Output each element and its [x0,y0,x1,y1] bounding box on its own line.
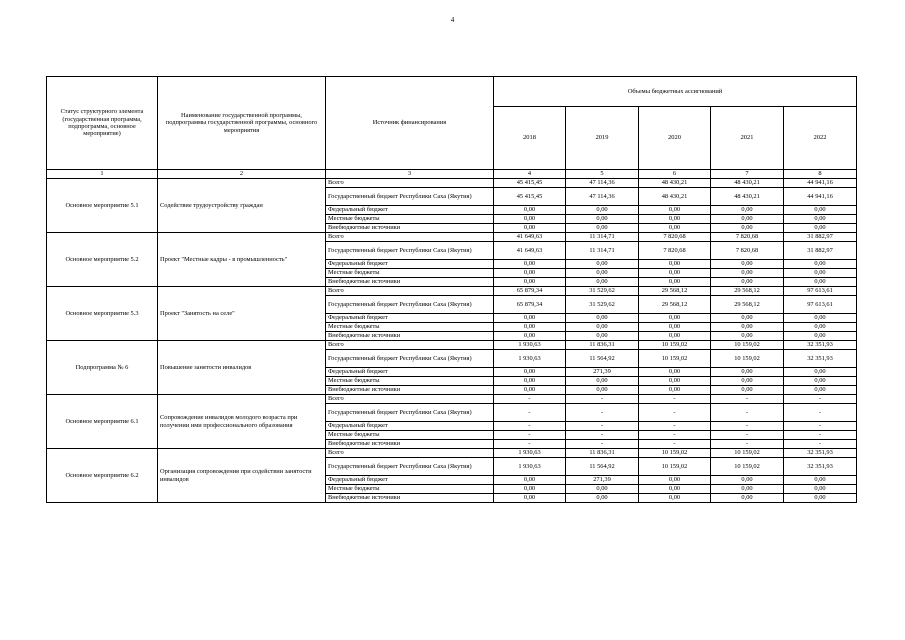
row-source: Местные бюджеты [326,377,494,386]
row-value: 11 564,92 [566,350,639,368]
row-value: 271,39 [566,476,639,485]
row-value: 0,00 [639,323,711,332]
row-value: 0,00 [784,269,857,278]
row-status: Основное мероприятие 6.1 [47,395,158,449]
column-number: 8 [784,170,857,179]
row-value: 29 568,12 [639,287,711,296]
row-value: 0,00 [784,494,857,503]
row-value: - [711,395,784,404]
row-value: 0,00 [784,323,857,332]
row-value: 0,00 [639,377,711,386]
row-value: 0,00 [494,206,566,215]
row-value: 11 564,92 [566,458,639,476]
row-value: 0,00 [784,485,857,494]
row-value: 32 351,93 [784,449,857,458]
row-value: 0,00 [566,377,639,386]
column-number: 4 [494,170,566,179]
row-value: 0,00 [639,386,711,395]
row-value: 0,00 [784,332,857,341]
row-value: - [639,422,711,431]
row-value: 0,00 [711,224,784,233]
row-value: 0,00 [566,314,639,323]
column-number: 5 [566,170,639,179]
row-source: Местные бюджеты [326,323,494,332]
row-value: - [566,422,639,431]
row-value: - [639,440,711,449]
row-value: 10 159,02 [639,449,711,458]
row-value: 0,00 [784,206,857,215]
row-source: Государственный бюджет Республики Саха (Якутия) [326,404,494,422]
table-row [47,233,857,242]
row-value: 45 415,45 [494,179,566,188]
row-value: - [566,404,639,422]
row-value: 0,00 [784,368,857,377]
row-source: Всего [326,233,494,242]
row-value: 0,00 [566,386,639,395]
row-value: 31 529,62 [566,296,639,314]
row-value: - [784,440,857,449]
row-source: Внебюджетные источники [326,494,494,503]
row-source: Федеральный бюджет [326,368,494,377]
row-value: - [494,422,566,431]
row-value: 0,00 [711,206,784,215]
row-value: 0,00 [639,485,711,494]
row-value: 0,00 [639,368,711,377]
row-value: - [711,440,784,449]
row-value: - [566,395,639,404]
row-value: 65 879,34 [494,296,566,314]
row-value: 7 820,68 [711,233,784,242]
row-value: - [639,395,711,404]
row-value: - [711,404,784,422]
column-number: 3 [326,170,494,179]
header-year: 2020 [639,107,711,170]
row-value: 0,00 [494,494,566,503]
row-value: 41 649,63 [494,242,566,260]
row-value: 0,00 [494,332,566,341]
table-row [47,449,857,458]
budget-table [46,76,857,503]
row-value: 0,00 [494,476,566,485]
row-source: Всего [326,395,494,404]
row-value: - [566,440,639,449]
row-value: 0,00 [784,476,857,485]
row-status: Основное мероприятие 6.2 [47,449,158,503]
row-source: Федеральный бюджет [326,206,494,215]
row-value: 7 820,68 [639,233,711,242]
row-source: Федеральный бюджет [326,314,494,323]
header-status: Статус структурного элемента (государственная программа, подпрограмма, основное мероприятие) [47,77,158,170]
row-value: 0,00 [566,332,639,341]
row-value: 0,00 [711,278,784,287]
row-value: - [784,422,857,431]
row-value: 29 568,12 [711,296,784,314]
row-value: - [566,431,639,440]
row-value: 0,00 [494,368,566,377]
row-value: 29 568,12 [711,287,784,296]
row-value: - [639,404,711,422]
row-value: 11 836,31 [566,341,639,350]
row-status: Основное мероприятие 5.3 [47,287,158,341]
row-value: 0,00 [711,269,784,278]
row-name: Сопровождение инвалидов молодого возраста при получении ими профессионального образования [158,395,326,449]
column-number: 6 [639,170,711,179]
row-value: 48 430,21 [639,179,711,188]
row-value: 0,00 [711,494,784,503]
row-value: 0,00 [711,260,784,269]
row-value: 32 351,93 [784,341,857,350]
row-source: Государственный бюджет Республики Саха (Якутия) [326,458,494,476]
row-value: 31 529,62 [566,287,639,296]
row-value: 11 836,31 [566,449,639,458]
row-value: 1 930,63 [494,458,566,476]
row-value: 0,00 [711,377,784,386]
row-value: 0,00 [639,278,711,287]
row-value: 0,00 [639,494,711,503]
header-year: 2018 [494,107,566,170]
table-row [47,179,857,188]
row-value: 0,00 [494,377,566,386]
row-value: 31 882,97 [784,233,857,242]
row-value: 0,00 [566,224,639,233]
row-value: 0,00 [566,494,639,503]
row-name: Проект "Местные кадры - в промышленность" [158,233,326,287]
column-number: 2 [158,170,326,179]
row-value: 271,39 [566,368,639,377]
row-value: 0,00 [711,386,784,395]
row-value: 0,00 [494,269,566,278]
row-value: 10 159,02 [639,458,711,476]
row-value: 0,00 [711,476,784,485]
row-value: 0,00 [566,215,639,224]
header-source: Источник финансирования [326,77,494,170]
row-value: - [494,404,566,422]
row-value: - [711,431,784,440]
row-name: Проект "Занятость на селе" [158,287,326,341]
row-value: 0,00 [639,206,711,215]
row-source: Внебюджетные источники [326,224,494,233]
row-value: 0,00 [711,215,784,224]
row-source: Местные бюджеты [326,485,494,494]
row-value: 0,00 [639,314,711,323]
row-value: 0,00 [566,269,639,278]
row-value: 0,00 [566,323,639,332]
row-value: 0,00 [494,314,566,323]
row-value: 10 159,02 [711,341,784,350]
row-status: Подпрограмма № 6 [47,341,158,395]
row-value: 7 820,68 [711,242,784,260]
row-value: 7 820,68 [639,242,711,260]
row-value: 0,00 [566,206,639,215]
table-row [47,287,857,296]
row-value: 0,00 [566,260,639,269]
row-value: - [639,431,711,440]
row-value: 0,00 [566,485,639,494]
row-source: Внебюджетные источники [326,332,494,341]
row-value: 97 613,61 [784,296,857,314]
row-value: 47 114,36 [566,179,639,188]
row-value: 10 159,02 [639,350,711,368]
row-value: 0,00 [494,485,566,494]
row-source: Государственный бюджет Республики Саха (Якутия) [326,350,494,368]
row-value: 0,00 [639,332,711,341]
row-value: 65 879,34 [494,287,566,296]
row-value: - [784,395,857,404]
row-value: 0,00 [494,260,566,269]
row-value: 48 430,21 [711,188,784,206]
row-value: - [494,431,566,440]
row-source: Государственный бюджет Республики Саха (Якутия) [326,188,494,206]
row-value: 29 568,12 [639,296,711,314]
row-value: 0,00 [494,278,566,287]
header-year: 2022 [784,107,857,170]
row-value: 0,00 [639,476,711,485]
row-value: 10 159,02 [711,449,784,458]
row-value: 32 351,93 [784,350,857,368]
row-source: Федеральный бюджет [326,260,494,269]
row-value: 45 415,45 [494,188,566,206]
row-value: 47 114,36 [566,188,639,206]
row-value: 0,00 [494,224,566,233]
row-source: Федеральный бюджет [326,422,494,431]
row-status: Основное мероприятие 5.1 [47,179,158,233]
row-value: 0,00 [784,215,857,224]
row-value: 0,00 [711,368,784,377]
row-source: Внебюджетные источники [326,278,494,287]
row-value: - [494,440,566,449]
row-source: Всего [326,449,494,458]
row-value: 0,00 [566,278,639,287]
row-value: 0,00 [639,260,711,269]
row-value: 1 930,63 [494,449,566,458]
row-value: 0,00 [784,224,857,233]
row-value: 31 882,97 [784,242,857,260]
row-value: 0,00 [711,485,784,494]
header-year: 2021 [711,107,784,170]
row-value: 0,00 [784,386,857,395]
row-source: Внебюджетные источники [326,386,494,395]
row-source: Местные бюджеты [326,431,494,440]
row-name: Содействие трудоустройству граждан [158,179,326,233]
row-value: 10 159,02 [639,341,711,350]
row-value: 11 314,71 [566,233,639,242]
row-source: Всего [326,287,494,296]
row-source: Государственный бюджет Республики Саха (Якутия) [326,242,494,260]
row-value: 41 649,63 [494,233,566,242]
row-source: Внебюджетные источники [326,440,494,449]
row-source: Местные бюджеты [326,269,494,278]
row-value: 0,00 [784,278,857,287]
row-value: 1 930,63 [494,341,566,350]
row-value: 48 430,21 [711,179,784,188]
row-name: Организация сопровождения при содействии занятости инвалидов [158,449,326,503]
row-value: 11 314,71 [566,242,639,260]
row-value: 0,00 [784,260,857,269]
row-value: 0,00 [711,323,784,332]
column-number: 7 [711,170,784,179]
row-value: 0,00 [494,323,566,332]
row-name: Повышение занятости инвалидов [158,341,326,395]
page-number: 4 [450,16,455,24]
row-value: 0,00 [711,314,784,323]
header-budget-group: Объемы бюджетных ассигнований [494,77,857,107]
header-name: Наименование государственной программы, подпрограммы государственной программы, основного мероприятия [158,77,326,170]
header-year: 2019 [566,107,639,170]
table-row [47,341,857,350]
row-value: 0,00 [784,377,857,386]
row-value: 0,00 [494,386,566,395]
row-source: Государственный бюджет Республики Саха (Якутия) [326,296,494,314]
row-value: 1 930,63 [494,350,566,368]
row-value: 48 430,21 [639,188,711,206]
row-value: 10 159,02 [711,350,784,368]
row-value: 97 613,61 [784,287,857,296]
row-value: 32 351,93 [784,458,857,476]
row-value: - [711,422,784,431]
row-value: 0,00 [639,269,711,278]
row-source: Всего [326,341,494,350]
row-value: 0,00 [711,332,784,341]
column-number: 1 [47,170,158,179]
row-value: - [784,404,857,422]
row-value: 0,00 [494,215,566,224]
row-value: - [784,431,857,440]
row-value: 10 159,02 [711,458,784,476]
row-value: 0,00 [639,224,711,233]
row-source: Федеральный бюджет [326,476,494,485]
row-value: 0,00 [639,215,711,224]
row-source: Всего [326,179,494,188]
row-value: 44 941,16 [784,179,857,188]
row-value: 44 941,16 [784,188,857,206]
table-row [47,395,857,404]
row-source: Местные бюджеты [326,215,494,224]
row-value: - [494,395,566,404]
row-status: Основное мероприятие 5.2 [47,233,158,287]
row-value: 0,00 [784,314,857,323]
